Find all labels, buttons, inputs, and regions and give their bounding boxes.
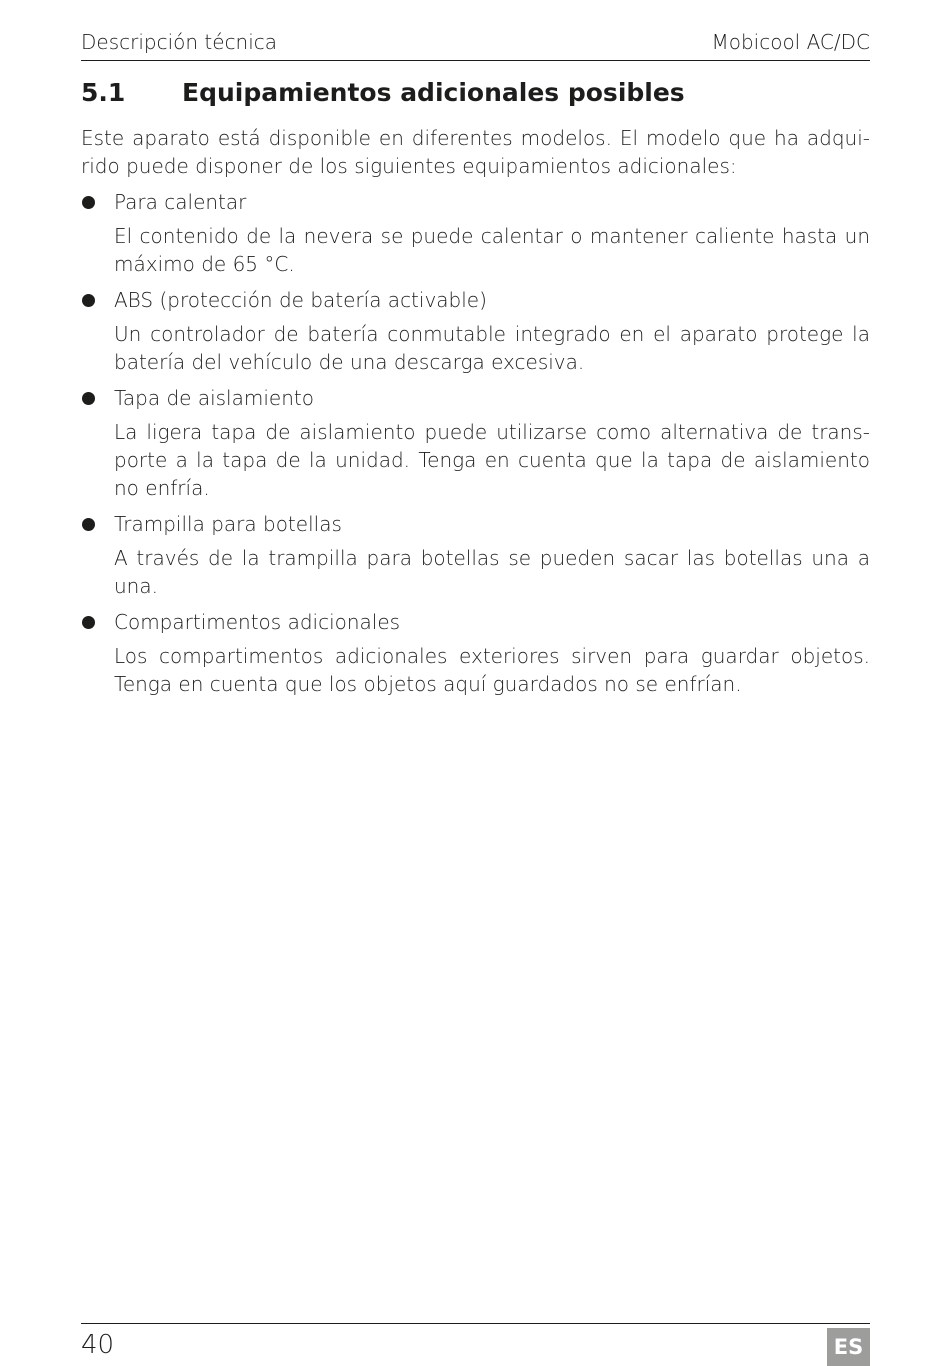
list-item — [81, 510, 870, 600]
page-header — [81, 28, 870, 61]
header-chapter-title: Descripción técnica — [81, 30, 278, 54]
feature-title: ABS (protección de batería activable) — [114, 288, 487, 312]
feature-title: Compartimentos adicionales — [114, 610, 401, 634]
list-item — [81, 608, 870, 698]
bullet-icon — [82, 518, 95, 531]
page-footer — [81, 1323, 870, 1366]
list-item — [81, 384, 870, 502]
section-title: Equipamientos adicionales posibles — [182, 78, 685, 107]
list-item — [81, 188, 870, 278]
feature-description: Los compartimentos adicionales exteriores sirven para guardar objetos. Tenga en cuenta que los objetos aquí guardados no se enfrían. — [114, 644, 870, 696]
bullet-icon — [82, 616, 95, 629]
feature-title: Tapa de aislamiento — [114, 386, 314, 410]
feature-list — [81, 188, 870, 706]
list-item — [81, 286, 870, 376]
language-tab: ES — [827, 1328, 870, 1366]
feature-description: El contenido de la nevera se puede calentar o mantener caliente hasta un máximo de 65 °C. — [114, 224, 870, 276]
feature-description: Un controlador de batería conmutable integrado en el aparato protege la batería del vehículo de una descarga excesiva. — [114, 322, 870, 374]
section-intro: Este aparato está disponible en diferentes modelos. El modelo que ha adquirido puede disponer de los siguientes equipamientos adicionales: — [81, 126, 870, 178]
feature-description: A través de la trampilla para botellas se pueden sacar las botellas una a una. — [114, 546, 870, 598]
bullet-icon — [82, 294, 95, 307]
bullet-icon — [82, 392, 95, 405]
feature-description: La ligera tapa de aislamiento puede utilizarse como alternativa de transporte a la tapa de la unidad. Tenga en cuenta que la tapa de aislamiento no enfría. — [114, 420, 870, 500]
feature-title: Trampilla para botellas — [114, 512, 342, 536]
feature-title: Para calentar — [114, 190, 247, 214]
header-product-name: Mobicool AC/DC — [711, 30, 870, 54]
page-number: 40 — [81, 1330, 115, 1360]
section-number: 5.1 — [81, 78, 126, 107]
bullet-icon — [82, 196, 95, 209]
